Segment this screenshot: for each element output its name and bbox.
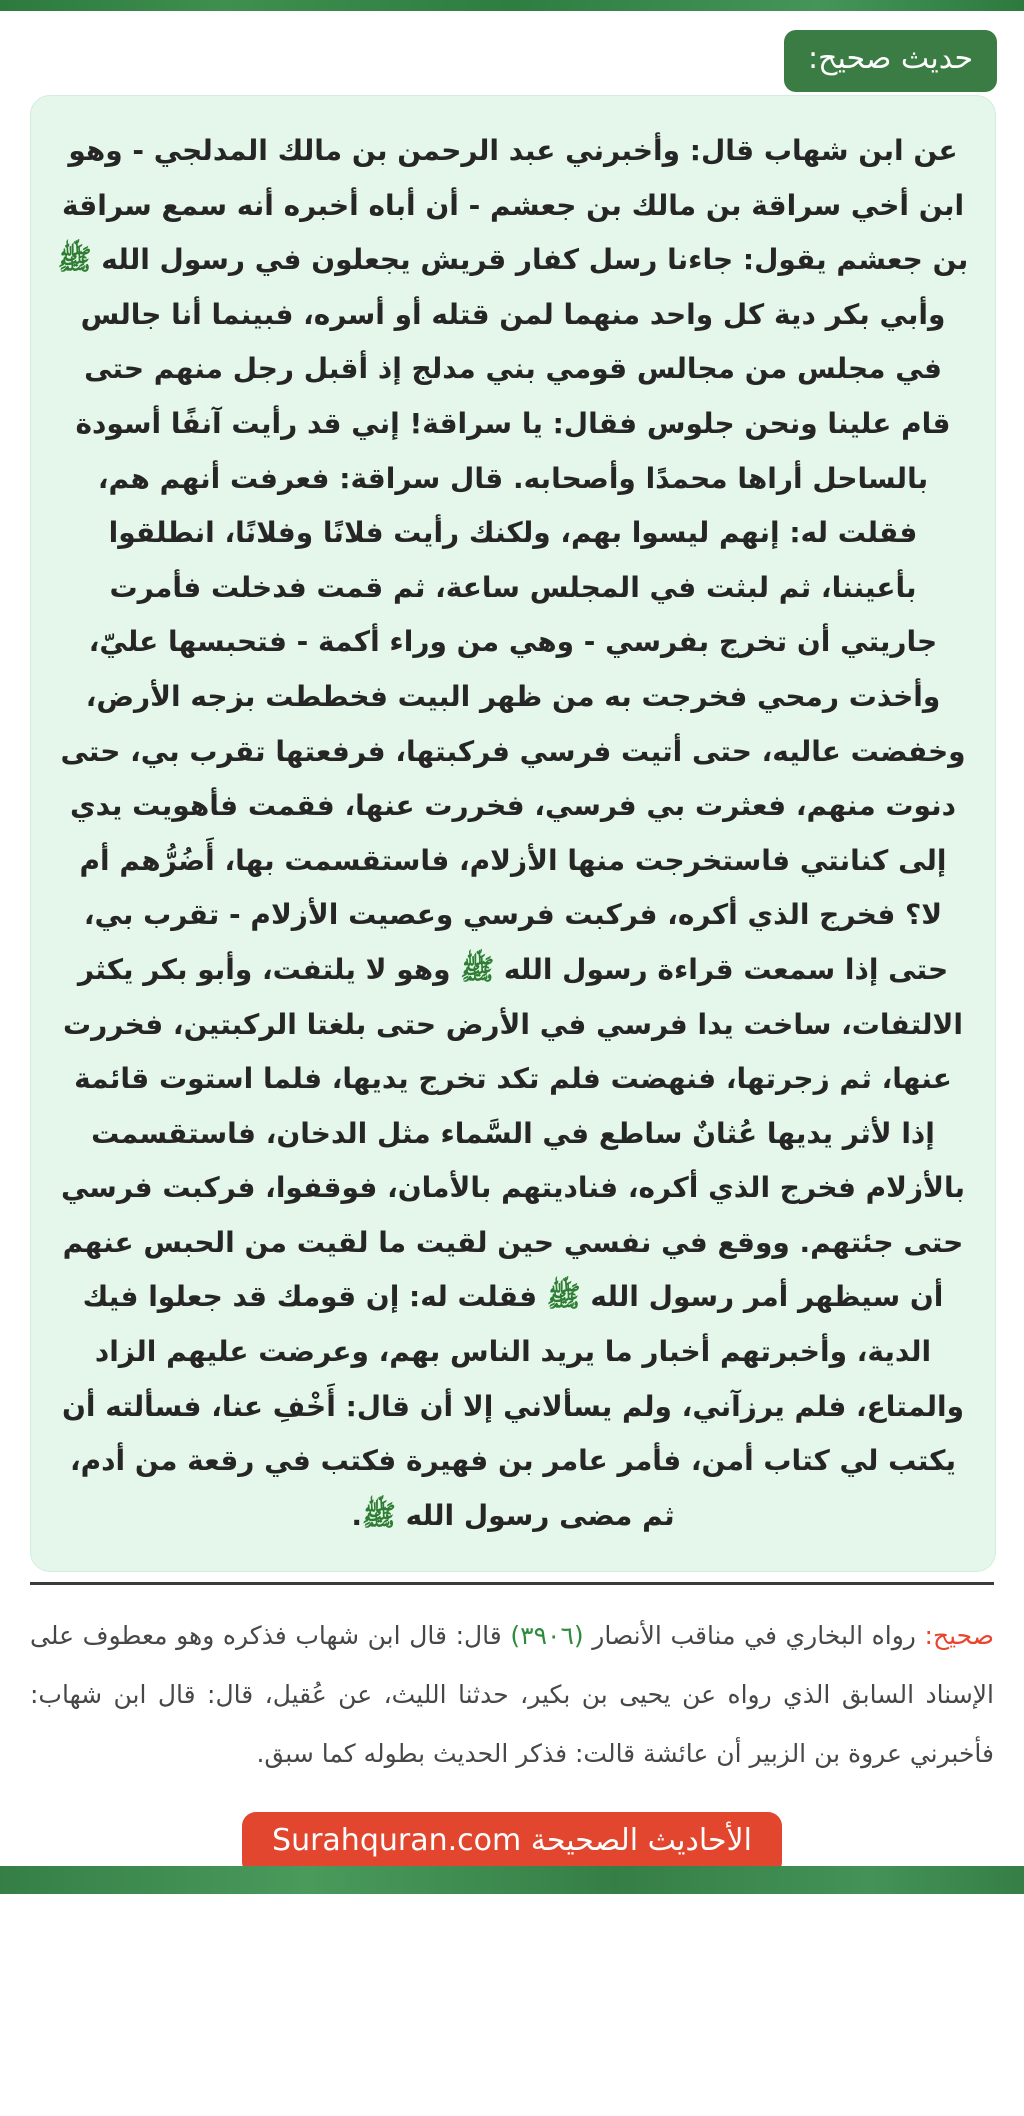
- separator-line: [30, 1582, 994, 1585]
- site-banner-label: الأحاديث الصحيحة Surahquran.com: [272, 1822, 752, 1858]
- hadith-text: عن ابن شهاب قال: وأخبرني عبد الرحمن بن مالك المدلجي - وهو ابن أخي سراقة بن مالك بن جعشم - أن أباه أخبره أنه سمع سراقة بن جعشم يقول: جاءنا رسل كفار قريش يجعلون في رسول الله ﷺ وأبي بكر دية كل واحد منهما لمن قتله أو أسره، فبينما أنا جالس في مجلس من مجالس قومي بني مدلج إذ أقبل رجل منهم حتى قام علينا ونحن جلوس فقال: يا سراقة! إني قد رأيت آنفًا أسودة بالساحل أراها محمدًا وأصحابه. قال سراقة: فعرفت أنهم هم، فقلت له: إنهم ليسوا بهم، ولكنك رأيت فلانًا وفلانًا، انطلقوا بأعيننا، ثم لبثت في المجلس ساعة، ثم قمت فدخلت فأمرت جاريتي أن تخرج بفرسي - وهي من وراء أكمة - فتحبسها عليّ، وأخذت رمحي فخرجت به من ظهر البيت فخططت بزجه الأرض، وخفضت عاليه، حتى أتيت فرسي فركبتها، فرفعتها تقرب بي، حتى دنوت منهم، فعثرت بي فرسي، فخررت عنها، فقمت فأهويت يدي إلى كنانتي فاستخرجت منها الأزلام، فاستقسمت بها، أَضُرُّهم أم لا؟ فخرج الذي أكره، فركبت فرسي وعصيت الأزلام - تقرب بي، حتى إذا سمعت قراءة رسول الله ﷺ وهو لا يلتفت، وأبو بكر يكثر الالتفات، ساخت يدا فرسي في الأرض حتى بلغتا الركبتين، فخررت عنها، ثم زجرتها، فنهضت فلم تكد تخرج يديها، فلما استوت قائمة إذا لأثر يديها عُثانٌ ساطع في السَّماء مثل الدخان، فاستقسمت بالأزلام فخرج الذي أكره، فناديتهم بالأمان، فوقفوا، فركبت فرسي حتى جئتهم. ووقع في نفسي حين لقيت ما لقيت من الحبس عنهم أن سيظهر أمر رسول الله ﷺ فقلت له: إن قومك قد جعلوا فيك الدية، وأخبرتهم أخبار ما يريد الناس بهم، وعرضت عليهم الزاد والمتاع، فلم يرزآني، ولم يسألاني إلا أن قال: أَخْفِ عنا، فسألته أن يكتب لي كتاب أمن، فأمر عامر بن فهيرة فكتب في رقعة من أدم، ثم مضى رسول الله ﷺ.: [57, 134, 969, 1532]
- source-text: رواه البخاري في مناقب الأنصار: [583, 1621, 925, 1651]
- grade-word: صحيح:: [924, 1621, 994, 1651]
- header: [0, 11, 1024, 92]
- hadith-grade-badge: [784, 30, 997, 92]
- sallallahu-alayhi-wasallam-symbol: ﷺ: [460, 952, 495, 986]
- top-decoration-bar: [0, 0, 1024, 11]
- sallallahu-alayhi-wasallam-symbol: ﷺ: [57, 243, 92, 277]
- hadith-grade-label: حديث صحيح:: [808, 41, 973, 76]
- takhrij-paragraph: [30, 1607, 994, 1783]
- isnad-text: قال: قال ابن شهاب فذكره وهو معطوف على الإسناد السابق الذي رواه عن يحيى بن بكير، حدثنا الليث، عن عُقيل، قال: قال ابن شهاب: فأخبرني عروة بن الزبير أن عائشة قالت: فذكر الحديث بطوله كما سبق.: [30, 1621, 994, 1768]
- sallallahu-alayhi-wasallam-symbol: ﷺ: [546, 1280, 581, 1314]
- hadith-text-box: [30, 95, 996, 1572]
- hadith-number: (٣٩٠٦): [510, 1621, 584, 1651]
- bottom-decoration-bar: [0, 1866, 1024, 1894]
- sallallahu-alayhi-wasallam-symbol: ﷺ: [362, 1498, 396, 1532]
- footer: [0, 1812, 1024, 1894]
